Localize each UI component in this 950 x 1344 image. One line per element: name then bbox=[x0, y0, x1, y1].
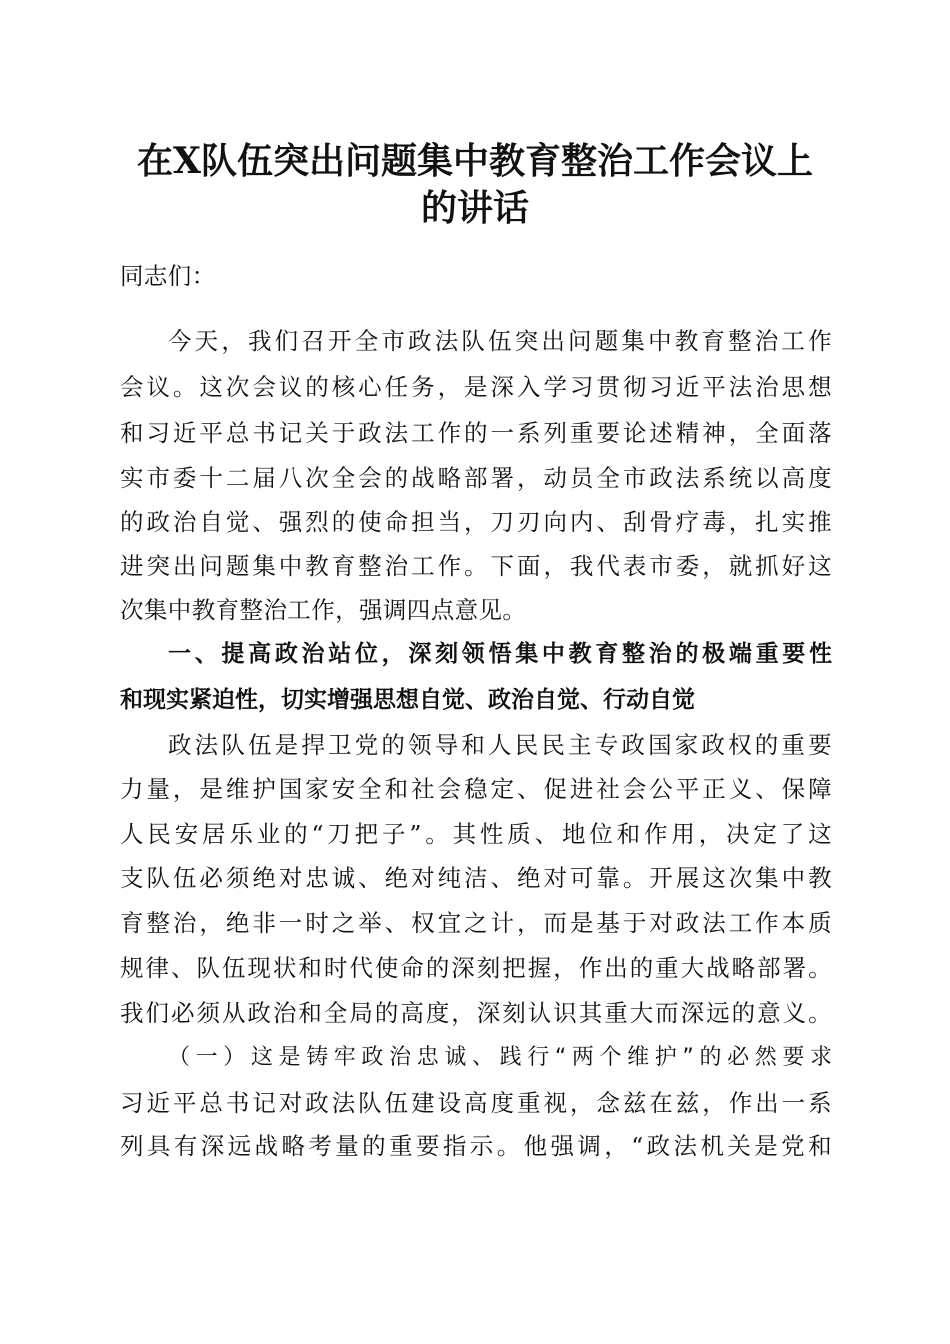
paragraph-1-line-1: 今天，我们召开全市政法队伍突出问题集中教育整治工作 bbox=[168, 327, 832, 355]
paragraph-1-line-7: 次集中教育整治工作，强调四点意见。 bbox=[120, 596, 527, 624]
paragraph-1-line-2: 会议。这次会议的核心任务，是深入学习贯彻习近平法治思想 bbox=[120, 373, 832, 401]
section-heading-1-line-2: 和现实紧迫性，切实增强思想自觉、政治自觉、行动自觉 bbox=[120, 687, 695, 713]
paragraph-2-line-4: 支队伍必须绝对忠诚、绝对纯洁、绝对可靠。开展这次集中教 bbox=[120, 864, 832, 892]
subsection-heading-1: （一）这是铸牢政治忠诚、践行“两个维护”的必然要求 bbox=[168, 1045, 832, 1070]
paragraph-3-line-2: 列具有深远战略考量的重要指示。他强调，“政法机关是党和 bbox=[120, 1132, 832, 1160]
salutation: 同志们： bbox=[120, 262, 216, 290]
paragraph-2-line-1: 政法队伍是捍卫党的领导和人民民主专政国家政权的重要 bbox=[168, 731, 832, 759]
paragraph-2-line-7: 我们必须从政治和全局的高度，深刻认识其重大而深远的意义。 bbox=[120, 999, 832, 1027]
document-title-line-2: 的讲话 bbox=[420, 187, 529, 229]
paragraph-2-line-6: 规律、队伍现状和时代使命的深刻把握，作出的重大战略部署。 bbox=[120, 954, 832, 982]
paragraph-1-line-6: 进突出问题集中教育整治工作。下面，我代表市委，就抓好这 bbox=[120, 552, 832, 580]
paragraph-1-line-5: 的政治自觉、强烈的使命担当，刀刃向内、刮骨疗毒，扎实推 bbox=[120, 508, 832, 536]
paragraph-2-line-3: 人民安居乐业的“刀把子”。其性质、地位和作用，决定了这 bbox=[120, 820, 832, 848]
paragraph-3-line-1: 习近平总书记对政法队伍建设高度重视，念兹在兹，作出一系 bbox=[120, 1089, 832, 1117]
paragraph-2-line-5: 育整治，绝非一时之举、权宜之计，而是基于对政法工作本质 bbox=[120, 909, 832, 937]
paragraph-1-line-3: 和习近平总书记关于政法工作的一系列重要论述精神，全面落 bbox=[120, 419, 832, 447]
paragraph-1-line-4: 实市委十二届八次全会的战略部署，动员全市政法系统以高度 bbox=[120, 464, 832, 492]
paragraph-2-line-2: 力量，是维护国家安全和社会稳定、促进社会公平正义、保障 bbox=[120, 775, 832, 803]
section-heading-1-line-1: 一、提高政治站位，深刻领悟集中教育整治的极端重要性 bbox=[168, 641, 832, 667]
document-title-line-1: 在X队伍突出问题集中教育整治工作会议上 bbox=[137, 140, 813, 182]
